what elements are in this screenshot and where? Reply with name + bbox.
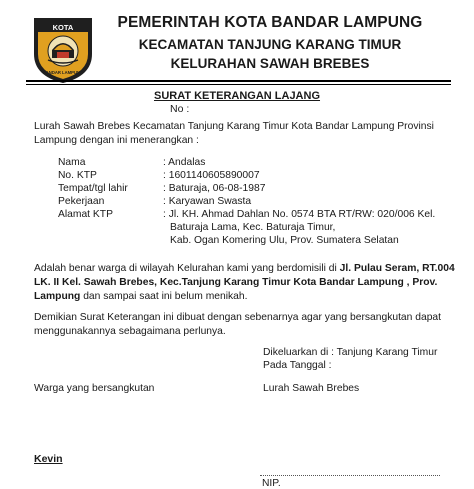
signature-left-role: Warga yang bersangkutan [34,383,155,394]
signature-left-name: Kevin [34,453,63,465]
letterhead-divider-thick [26,80,451,82]
letterhead-line-2: KECAMATAN TANJUNG KARANG TIMUR [138,37,402,52]
emblem-bottom-text: BANDAR LAMPUNG [42,70,84,75]
letterhead-line-3: KELURAHAN SAWAH BREBES [170,56,370,71]
field-value-occupation: : Karyawan Swasta [163,196,252,207]
intro-line-2: Lampung dengan ini menerangkan : [34,135,199,146]
intro-line-1: Lurah Sawah Brebes Kecamatan Tanjung Karang Timur Kota Bandar Lampung Provinsi [34,121,434,132]
closing-line-1: Demikian Surat Keterangan ini dibuat dengan sebenarnya agar yang bersangkutan dapat [34,312,442,323]
statement-line-3 [34,290,247,304]
emblem-top-text: KOTA [52,23,74,32]
letterhead-line-1: PEMERINTAH KOTA BANDAR LAMPUNG [117,14,423,31]
field-value-ktp: : 1601140605890007 [163,170,260,181]
city-emblem-logo [32,14,94,84]
closing-line-2: menggunakannya sebagaimana perlunya. [34,326,226,337]
issued-place: Dikeluarkan di : Tanjung Karang Timur [263,347,438,358]
field-label-birth: Tempat/tgl lahir [58,183,128,194]
field-label-occupation: Pekerjaan [58,196,105,207]
statement-text-1: Adalah benar warga di wilayah Kelurahan kami yang berdomisili di [34,263,340,274]
signature-right-nip: NIP. [262,478,281,489]
address-line-2: Baturaja Lama, Kec. Baturaja Timur, [170,222,336,233]
document-title: SURAT KETERANGAN LAJANG [153,90,321,102]
field-label-name: Nama [58,157,86,168]
address-line-3: Kab. Ogan Komering Ulu, Prov. Sumatera Selatan [170,235,399,246]
statement-line-1 [34,262,455,276]
statement-text-3: dan sampai saat ini belum menikah. [80,291,248,302]
statement-domicile-3: Lampung [34,291,81,302]
document-number: No : [170,103,190,115]
field-value-name: : Andalas [163,157,206,168]
statement-domicile-1: Jl. Pulau Seram, RT.004 [339,263,455,274]
field-value-birth: : Baturaja, 06-08-1987 [163,183,266,194]
field-label-address: Alamat KTP [58,209,113,220]
field-value-address: : Jl. KH. Ahmad Dahlan No. 0574 BTA RT/RW: 020/006 Kel. [163,209,436,220]
signature-right-role: Lurah Sawah Brebes [263,383,360,394]
issued-date: Pada Tanggal : [263,360,332,371]
statement-domicile-2: LK. II Kel. Sawah Brebes, Kec.Tanjung Karang Timur Kota Bandar Lampung , Prov. [34,277,438,288]
signature-right-line [260,475,440,476]
field-label-ktp: No. KTP [58,170,97,181]
letterhead-divider-thin [26,84,451,85]
